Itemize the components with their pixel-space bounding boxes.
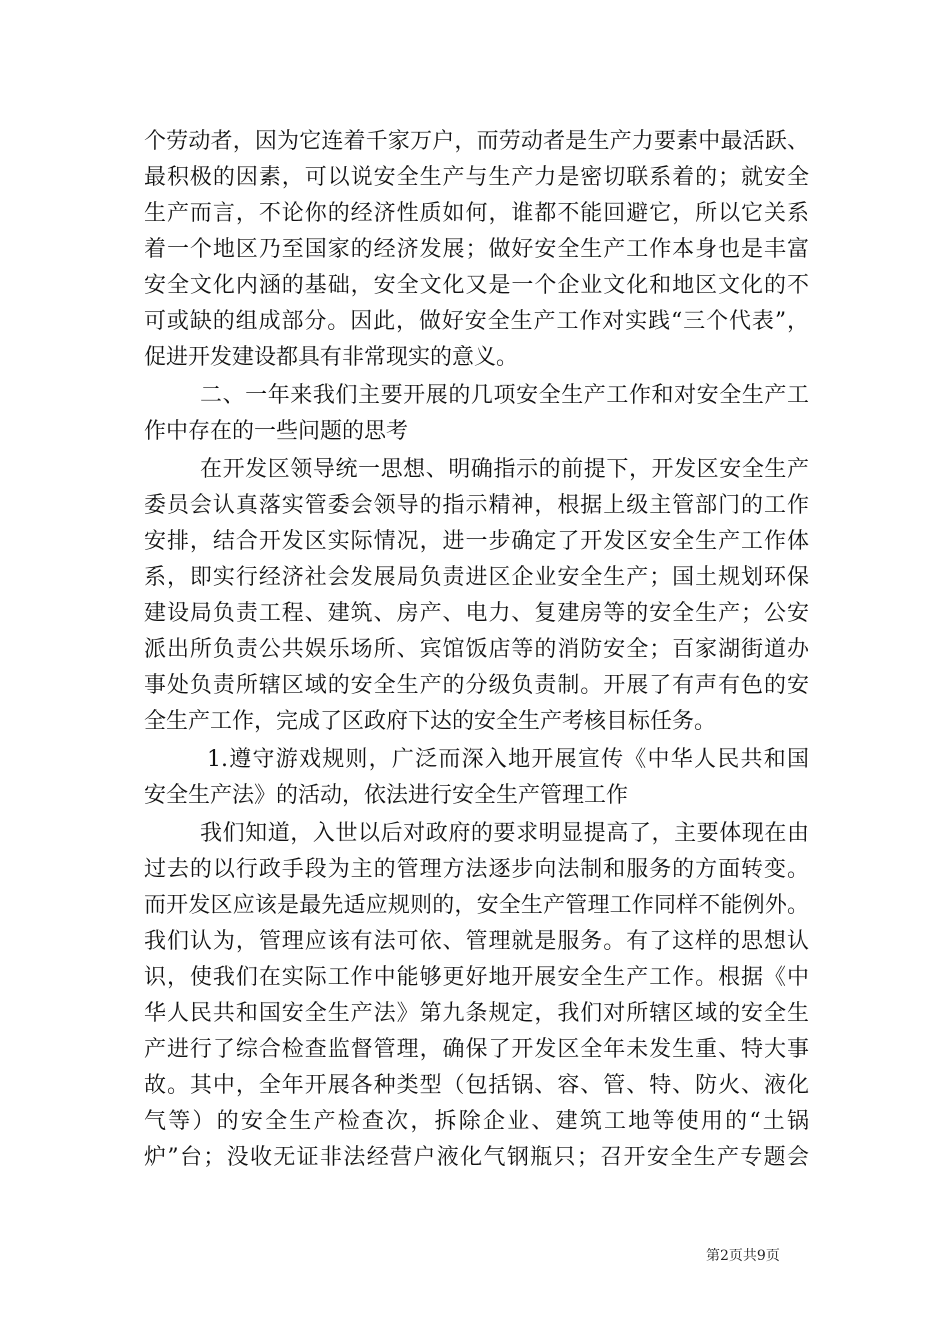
body-text-line: 炉”台；没收无证非法经营户液化气钢瓶只；召开安全生产专题会 [144,1145,809,1170]
body-text-line: 委员会认真落实管委会领导的指示精神，根据上级主管部门的工作 [144,493,809,518]
body-text-line: 气等）的安全生产检查次，拆除企业、建筑工地等使用的“土锅 [144,1109,809,1134]
page-number-footer: 第2页共9页 [706,1248,780,1264]
body-text-line: 我们知道，入世以后对政府的要求明显提高了，主要体现在由 [200,821,809,846]
body-text-line: 事处负责所辖区域的安全生产的分级负责制。开展了有声有色的安 [144,673,809,698]
body-text-line: 而开发区应该是最先适应规则的，安全生产管理工作同样不能例外。 [144,893,809,918]
body-text-line: 个劳动者，因为它连着千家万户，而劳动者是生产力要素中最活跃、 [144,129,809,154]
body-text-line: 着一个地区乃至国家的经济发展；做好安全生产工作本身也是丰富 [144,237,809,262]
body-text-line: 派出所负责公共娱乐场所、宾馆饭店等的消防安全；百家湖街道办 [144,637,809,662]
body-text-line: 安全文化内涵的基础，安全文化又是一个企业文化和地区文化的不 [144,273,809,298]
body-text-line: 生产而言，不论你的经济性质如何，谁都不能回避它，所以它关系 [144,201,809,226]
body-text-line: 系，即实行经济社会发展局负责进区企业安全生产；国土规划环保 [144,565,809,590]
body-text-line: 最积极的因素，可以说安全生产与生产力是密切联系着的；就安全 [144,165,809,190]
body-text-line: 华人民共和国安全生产法》第九条规定，我们对所辖区域的安全生 [144,1001,809,1026]
body-text-line: 促进开发建设都具有非常现实的意义。 [144,345,519,370]
section-heading-line: 作中存在的一些问题的思考 [144,419,409,444]
body-text-line: 产进行了综合检查监督管理，确保了开发区全年未发生重、特大事 [144,1037,809,1062]
subsection-heading-line: 安全生产法》的活动，依法进行安全生产管理工作 [144,783,629,808]
body-text-line: 故。其中，全年开展各种类型（包括锅、容、管、特、防火、液化 [144,1073,809,1098]
subsection-heading-line: 1.遵守游戏规则，广泛而深入地开展宣传《中华人民共和国 [207,747,809,772]
body-text-line: 建设局负责工程、建筑、房产、电力、复建房等的安全生产；公安 [144,601,809,626]
body-text-line: 在开发区领导统一思想、明确指示的前提下，开发区安全生产 [200,457,809,482]
section-heading-line: 二、一年来我们主要开展的几项安全生产工作和对安全生产工 [200,383,809,408]
body-text-line: 可或缺的组成部分。因此，做好安全生产工作对实践“三个代表”， [144,309,809,334]
body-text-line: 过去的以行政手段为主的管理方法逐步向法制和服务的方面转变。 [144,857,809,882]
body-text-line: 识，使我们在实际工作中能够更好地开展安全生产工作。根据《中 [144,965,809,990]
body-text-line: 安排，结合开发区实际情况，进一步确定了开发区安全生产工作体 [144,529,809,554]
body-text-line: 我们认为，管理应该有法可依、管理就是服务。有了这样的思想认 [144,929,809,954]
body-text-line: 全生产工作，完成了区政府下达的安全生产考核目标任务。 [144,709,717,734]
